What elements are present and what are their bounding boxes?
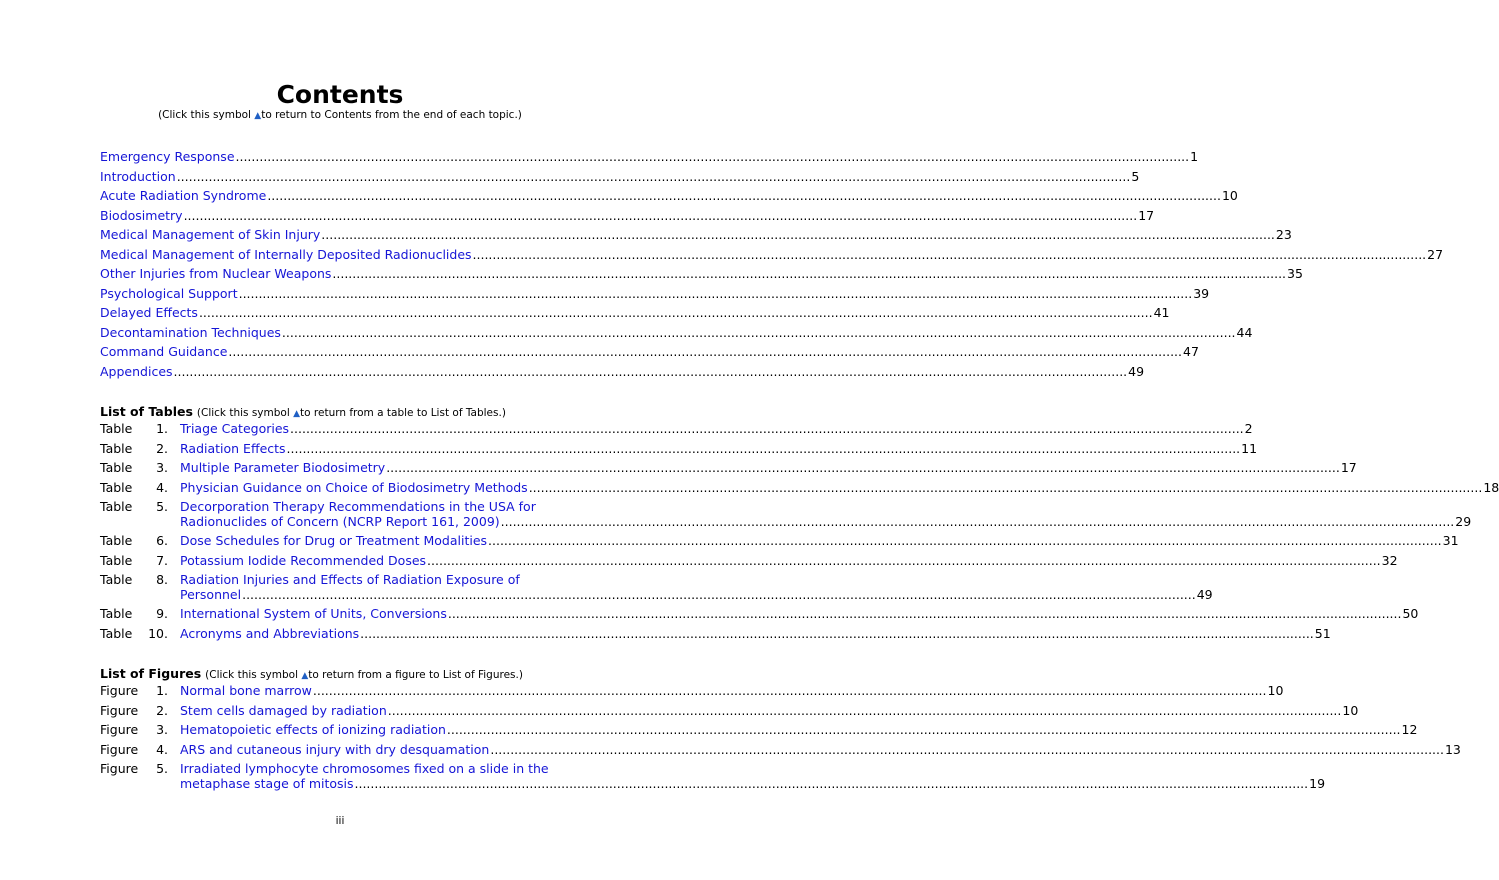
entry-kind: Table	[100, 421, 133, 436]
leader-dots	[313, 683, 1267, 698]
entry-page: 19	[1309, 776, 1326, 791]
entry-number: 3.	[156, 722, 168, 737]
entry-page: 13	[1444, 741, 1461, 757]
entry-body	[180, 499, 1471, 529]
entry-page: 2	[1244, 421, 1253, 436]
entry-body	[180, 441, 1257, 456]
leader-dots	[239, 286, 1193, 301]
tables-heading-title: List of Tables	[100, 404, 193, 419]
contents-entry-page: 1	[1190, 149, 1199, 164]
figures-heading	[100, 666, 523, 684]
entry-page: 50	[1402, 606, 1419, 621]
contents-list	[100, 149, 1444, 383]
entry-page: 31	[1442, 533, 1459, 548]
entry-number: 5.	[156, 761, 168, 776]
entry-link[interactable]: Physician Guidance on Choice of Biodosimetry Methods	[180, 479, 528, 495]
table-entry[interactable]	[100, 460, 1357, 480]
entry-link[interactable]: Radiation Injuries and Effects of Radiation Exposure of	[180, 572, 520, 587]
table-entry[interactable]	[100, 572, 1213, 606]
entry-kind: Table	[100, 499, 133, 514]
entry-link[interactable]: Personnel	[180, 587, 242, 602]
table-entry[interactable]	[100, 606, 1419, 626]
leader-dots	[447, 722, 1401, 737]
entry-link[interactable]: Dose Schedules for Drug or Treatment Modalities	[180, 533, 488, 548]
entry-number: 9.	[156, 606, 168, 621]
contents-entry[interactable]	[100, 188, 1238, 208]
entry-link[interactable]: ARS and cutaneous injury with dry desquamation	[180, 741, 490, 757]
entry-body	[180, 683, 1283, 698]
leader-dots	[174, 364, 1128, 379]
contents-entry-link[interactable]: Introduction	[100, 168, 176, 184]
contents-entry-link[interactable]: Medical Management of Internally Deposited Radionuclides	[100, 246, 472, 262]
leader-dots	[388, 703, 1342, 718]
entry-kind: Figure	[100, 761, 139, 776]
contents-entry-page: 47	[1183, 344, 1199, 359]
return-triangle-icon: ▲	[254, 111, 262, 121]
tables-heading	[100, 404, 506, 422]
entry-page: 11	[1241, 440, 1258, 456]
entry-number: 4.	[156, 479, 168, 495]
entry-link[interactable]: Decorporation Therapy Recommendations in the USA for	[180, 499, 536, 514]
leader-dots	[290, 421, 1244, 436]
contents-entry-link[interactable]: Appendices	[100, 363, 173, 379]
entry-link[interactable]: International System of Units, Conversions	[180, 606, 447, 621]
figures-note-before: (Click this symbol	[205, 669, 302, 681]
leader-dots	[490, 742, 1444, 757]
figures-heading-title: List of Figures	[100, 666, 202, 681]
entry-page: 10	[1267, 683, 1284, 698]
entry-kind: Figure	[100, 702, 139, 718]
tables-list	[100, 421, 1499, 645]
leader-dots	[228, 344, 1182, 359]
entry-link[interactable]: Hematopoietic effects of ionizing radiation	[180, 722, 446, 737]
return-triangle-icon: ▲	[293, 409, 301, 419]
contents-entry[interactable]	[100, 168, 1140, 189]
contents-entry-page: 23	[1275, 227, 1292, 242]
contents-entry[interactable]	[100, 363, 1145, 384]
leader-dots	[488, 533, 1442, 548]
tables-note	[197, 407, 506, 419]
note-text-after: to return to Contents from the end of each topic.)	[261, 109, 522, 121]
leader-dots	[501, 514, 1455, 529]
entry-body	[180, 606, 1418, 621]
leader-dots	[282, 325, 1236, 340]
page-number: iii	[335, 815, 345, 827]
entry-body	[180, 761, 1325, 791]
entry-page: 49	[1196, 587, 1213, 602]
entry-kind: Figure	[100, 722, 139, 737]
contents-entry[interactable]	[100, 246, 1444, 267]
page-title: Contents	[276, 80, 404, 109]
leader-dots	[473, 247, 1427, 262]
leader-dots	[287, 441, 1241, 456]
leader-dots	[386, 460, 1340, 475]
contents-note	[0, 108, 680, 123]
leader-dots	[448, 606, 1402, 621]
leader-dots	[332, 266, 1286, 281]
entry-link[interactable]: Radiation Effects	[180, 440, 286, 456]
entry-number: 6.	[156, 533, 168, 548]
entry-number: 5.	[156, 499, 168, 514]
contents-entry-page: 41	[1153, 305, 1170, 320]
contents-entry-link[interactable]: Decontamination Techniques	[100, 324, 281, 340]
entry-page: 32	[1381, 552, 1398, 568]
entry-link[interactable]: Irradiated lymphocyte chromosomes fixed on a slide in the	[180, 761, 549, 776]
entry-kind: Table	[100, 606, 133, 621]
contents-entry-link[interactable]: Acute Radiation Syndrome	[100, 188, 267, 203]
table-entry[interactable]	[100, 440, 1258, 461]
entry-number: 1.	[156, 421, 168, 436]
entry-page: 12	[1401, 722, 1418, 737]
contents-entry[interactable]	[100, 207, 1155, 228]
figures-note-after: to return from a figure to List of Figures.)	[308, 669, 523, 681]
figure-entry[interactable]	[100, 761, 1326, 795]
entry-kind: Figure	[100, 741, 139, 757]
entry-page: 51	[1314, 625, 1331, 641]
leader-dots	[529, 480, 1483, 495]
contents-entry-page: 39	[1193, 285, 1210, 301]
entry-kind: Table	[100, 552, 133, 568]
contents-entry-page: 49	[1128, 363, 1145, 379]
contents-entry-page: 5	[1131, 168, 1140, 184]
entry-body	[180, 626, 1331, 641]
leader-dots	[355, 776, 1309, 791]
entry-number: 2.	[156, 702, 168, 718]
entry-body	[180, 572, 1213, 602]
contents-entry-page: 35	[1287, 266, 1303, 281]
figure-entry[interactable]	[100, 683, 1284, 703]
entry-link[interactable]: metaphase stage of mitosis	[180, 776, 354, 791]
entry-link[interactable]: Multiple Parameter Biodosimetry	[180, 460, 386, 475]
entry-number: 7.	[156, 552, 168, 568]
leader-dots	[321, 227, 1275, 242]
entry-kind: Figure	[100, 683, 139, 698]
contents-entry-link[interactable]: Delayed Effects	[100, 305, 198, 320]
leader-dots	[360, 626, 1314, 641]
contents-entry-link[interactable]: Biodosimetry	[100, 207, 183, 223]
entry-page: 17	[1340, 460, 1357, 475]
entry-number: 4.	[156, 741, 168, 757]
figure-entry[interactable]	[100, 741, 1461, 762]
contents-entry-page: 44	[1236, 324, 1253, 340]
entry-number: 8.	[156, 572, 168, 587]
contents-entry[interactable]	[100, 266, 1303, 286]
entry-page: 18	[1483, 479, 1499, 495]
entry-kind: Table	[100, 440, 133, 456]
table-entry[interactable]	[100, 533, 1459, 553]
entry-body	[180, 533, 1459, 548]
entry-link[interactable]: Triage Categories	[180, 421, 290, 436]
entry-link[interactable]: Stem cells damaged by radiation	[180, 702, 387, 718]
contents-entry-link[interactable]: Other Injuries from Nuclear Weapons	[100, 266, 332, 281]
entry-body	[180, 460, 1357, 475]
leader-dots	[177, 169, 1131, 184]
figures-note	[205, 669, 523, 681]
contents-entry-link[interactable]: Medical Management of Skin Injury	[100, 227, 321, 242]
entry-kind: Table	[100, 625, 133, 641]
entry-kind: Table	[100, 572, 133, 587]
contents-entry-page: 10	[1221, 188, 1238, 203]
entry-body	[180, 421, 1253, 436]
entry-link[interactable]: Potassium Iodide Recommended Doses	[180, 552, 427, 568]
entry-link[interactable]: Normal bone marrow	[180, 683, 312, 698]
return-triangle-icon: ▲	[301, 671, 309, 681]
contents-entry[interactable]	[100, 285, 1210, 306]
leader-dots	[236, 149, 1190, 164]
table-entry[interactable]	[100, 479, 1499, 500]
entry-link[interactable]: Radionuclides of Concern (NCRP Report 161, 2009)	[180, 514, 500, 529]
table-entry[interactable]	[100, 625, 1331, 646]
entry-body	[180, 480, 1499, 495]
entry-page: 10	[1342, 702, 1359, 718]
contents-entry[interactable]	[100, 344, 1199, 364]
entry-link[interactable]: Acronyms and Abbreviations	[180, 625, 360, 641]
table-entry[interactable]	[100, 421, 1253, 441]
contents-entry-page: 17	[1138, 207, 1155, 223]
entry-number: 10.	[148, 625, 168, 641]
entry-body	[180, 703, 1358, 718]
entry-body	[180, 742, 1461, 757]
contents-entry-link[interactable]: Psychological Support	[100, 285, 238, 301]
entry-page: 29	[1455, 514, 1472, 529]
leader-dots	[199, 305, 1153, 320]
entry-body	[180, 722, 1417, 737]
contents-entry-page: 27	[1427, 246, 1444, 262]
leader-dots	[427, 553, 1381, 568]
leader-dots	[242, 587, 1196, 602]
contents-entry[interactable]	[100, 149, 1199, 169]
figure-entry[interactable]	[100, 722, 1418, 742]
entry-number: 2.	[156, 440, 168, 456]
entry-number: 1.	[156, 683, 168, 698]
table-entry[interactable]	[100, 552, 1398, 573]
contents-entry[interactable]	[100, 305, 1170, 325]
figures-list	[100, 683, 1461, 795]
contents-entry-link[interactable]: Emergency Response	[100, 149, 235, 164]
leader-dots	[184, 208, 1138, 223]
figure-entry[interactable]	[100, 702, 1359, 723]
tables-note-after: to return from a table to List of Tables.)	[300, 407, 506, 419]
contents-entry[interactable]	[100, 324, 1253, 345]
tables-note-before: (Click this symbol	[196, 407, 294, 419]
entry-kind: Table	[100, 460, 133, 475]
entry-number: 3.	[156, 460, 168, 475]
note-text-before: (Click this symbol	[158, 109, 255, 121]
entry-kind: Table	[100, 479, 133, 495]
entry-body	[180, 553, 1398, 568]
contents-entry[interactable]	[100, 227, 1292, 247]
table-entry[interactable]	[100, 499, 1472, 533]
leader-dots	[267, 188, 1221, 203]
contents-entry-link[interactable]: Command Guidance	[100, 344, 228, 359]
entry-kind: Table	[100, 533, 133, 548]
